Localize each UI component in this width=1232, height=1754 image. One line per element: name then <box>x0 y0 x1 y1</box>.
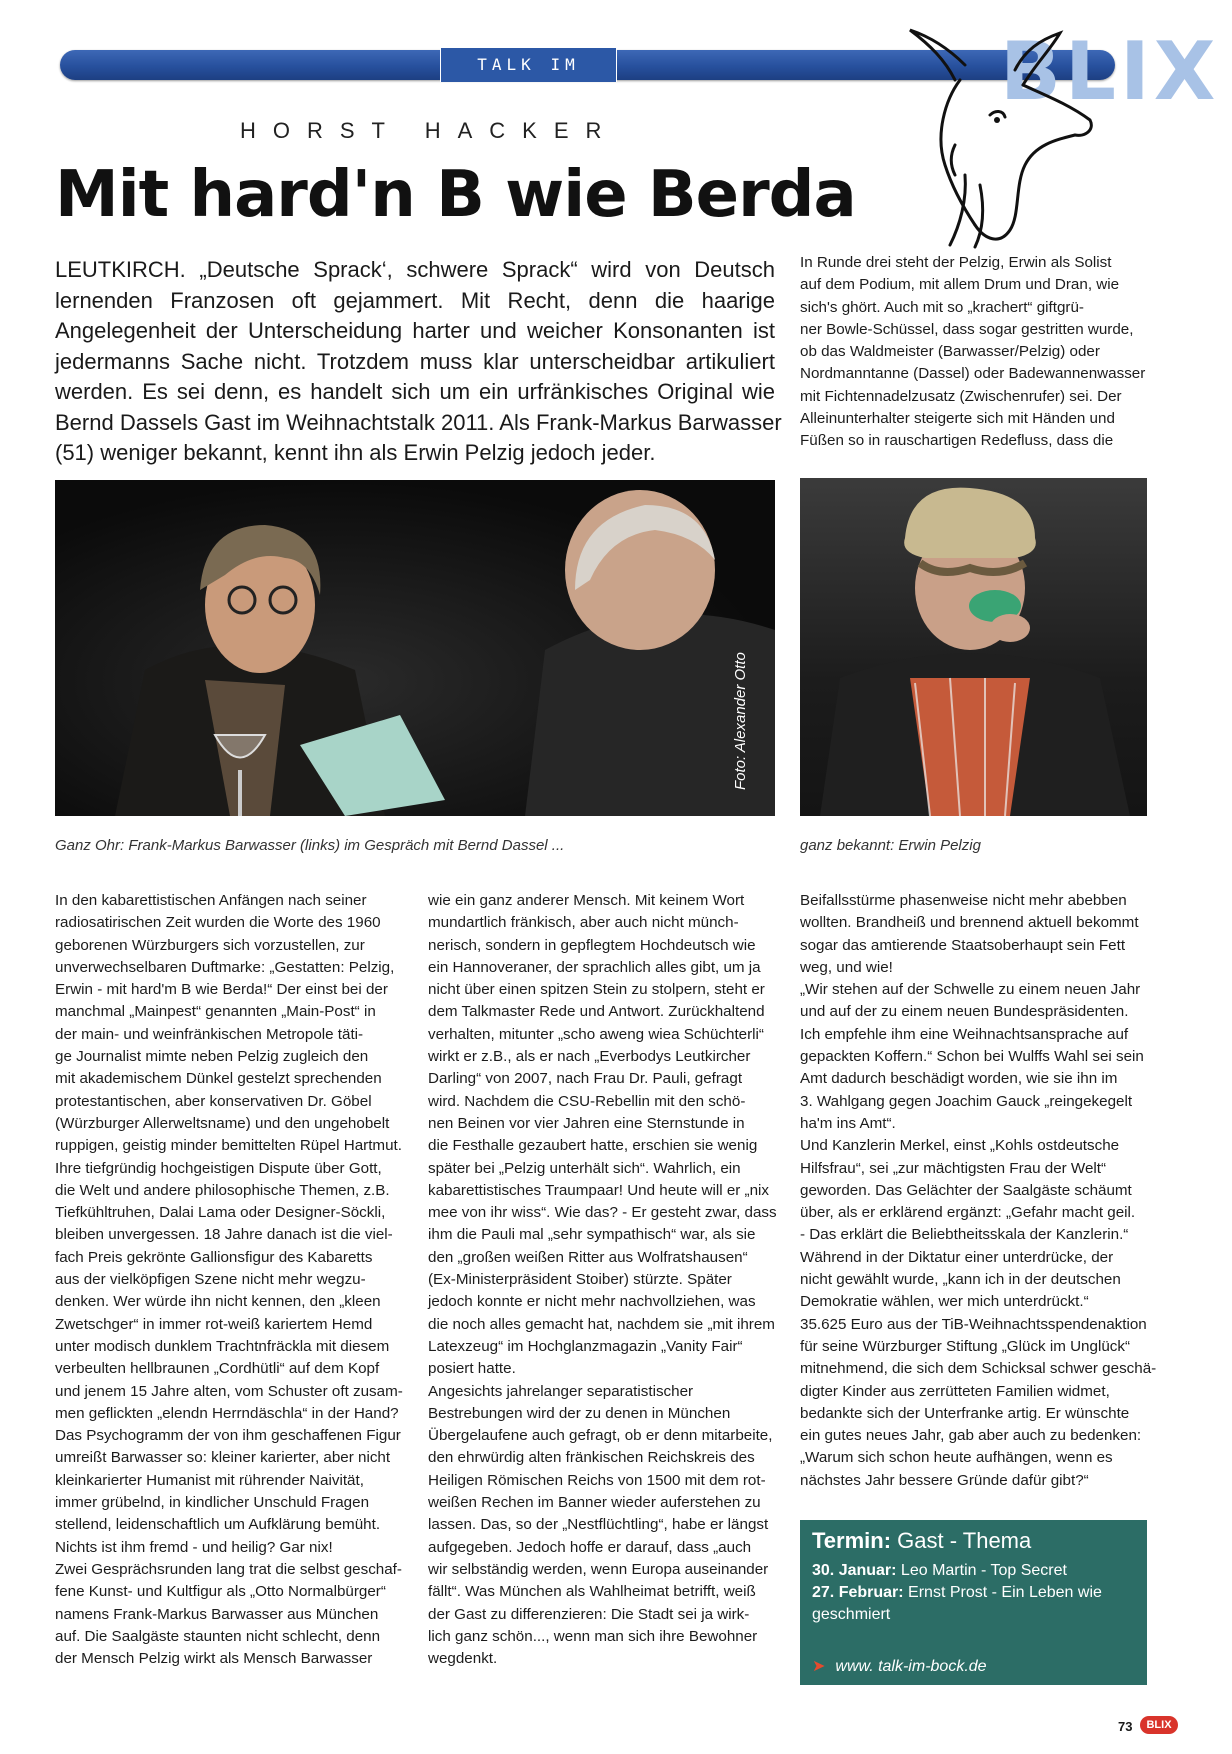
text-line: bedankte sich der Unterfranke artig. Er wünschte <box>800 1404 1130 1422</box>
text-line: wird. Nachdem die CSU-Rebellin mit den schö- <box>428 1092 746 1110</box>
arrow-right-icon: ➤ <box>812 1658 826 1675</box>
text-line: fach Preis gekrönte Gallionsfigur des Kabaretts <box>55 1248 373 1266</box>
text-line: protestantischen, aber konservativen Dr. Göbel <box>55 1092 372 1110</box>
photo-pelzig-illustration <box>800 478 1147 816</box>
text-line: der main- und weinfränkischen Metropole täti- <box>55 1025 364 1043</box>
text-line: Erwin - mit hard'm B wie Berda!“ Der einst bei der <box>55 981 388 999</box>
text-line: sich's ghört. Auch mit so „krachert“ giftgrü- <box>800 298 1084 316</box>
text-line: nächstes Jahr bessere Gründe dafür gibt?“ <box>800 1471 1089 1489</box>
body-column-2 <box>428 890 778 1670</box>
text-line: Beifallsstürme phasenweise nicht mehr abebben <box>800 892 1127 909</box>
text-line: „Wir stehen auf der Schwelle zu einem neuen Jahr <box>800 981 1141 999</box>
photo-interview-illustration <box>55 480 775 816</box>
text-line: lich ganz schön..., wenn man sich ihre Bewohner <box>428 1627 758 1645</box>
text-line: Übergelaufene auch gefragt, ob er denn mitarbeite, <box>428 1427 773 1445</box>
text-line: stellend, leidenschaftlich um Aufklärung bemüht. <box>55 1516 381 1534</box>
text-line: Ich empfehle ihm eine Weihnachtsansprache auf <box>800 1025 1129 1043</box>
text-line: Demokratie wählen, wer mich unterdrückt.“ <box>800 1293 1089 1311</box>
text-line: 35.625 Euro aus der TiB-Weihnachtsspendenaktion <box>800 1315 1147 1333</box>
text-line: aus der vielköpfigen Szene nicht mehr wegzu- <box>55 1271 366 1289</box>
text-line: Nordmanntanne (Dassel) oder Badewannenwasser <box>800 365 1146 383</box>
termin-text: Ernst Prost - Ein Leben wie geschmiert <box>812 1584 1102 1623</box>
text-line: ein Hannoveraner, der sprachlich alles gibt, um ja <box>428 958 761 976</box>
text-line: „Warum sich schon heute aufhängen, wenn es <box>800 1449 1113 1467</box>
text-line: nen Beinen vor vier Jahren eine Sternstunde in <box>428 1114 745 1132</box>
text-line: mundartlich fränkisch, aber auch nicht münch- <box>428 914 739 932</box>
text-line: und auf der zu einem neuen Bundespräsidenten. <box>800 1003 1129 1021</box>
text-line: lassen. Das, so der „Nestflüchtling“, habe er längst <box>428 1516 769 1534</box>
text-line: Zwetschger“ in immer rot-weiß kariertem Hemd <box>55 1315 373 1333</box>
text-line: In Runde drei steht der Pelzig, Erwin als Solist <box>800 254 1112 271</box>
website-link-text: www. talk-im-bock.de <box>835 1658 987 1675</box>
photo-credit: Foto: Alexander Otto <box>732 652 749 790</box>
text-line: Zwei Gesprächsrunden lang trat die selbst geschaf- <box>55 1560 402 1578</box>
text-line: denken. Wer würde ihn nicht kennen, den „kleen <box>55 1293 381 1311</box>
text-line: wie ein ganz anderer Mensch. Mit keinem Wort <box>428 892 745 909</box>
text-line: wollten. Brandheiß und brennend aktuell bekommt <box>800 914 1139 932</box>
text-line: - Das erklärt die Beliebtheitsskala der Kanzlerin.“ <box>800 1226 1129 1244</box>
text-line: Füßen so in rauschartigen Redefluss, dass die <box>800 432 1114 450</box>
lead-paragraph <box>55 255 782 469</box>
lead-line: werden. Es sei denn, es handelt sich um ein urfränkisches Original wie <box>55 379 775 404</box>
text-line: umreißt Barwasser so: kleiner karierter, aber nicht <box>55 1449 391 1467</box>
lead-line: Angelegenheit der Unterscheidung harter und weicher Konsonanten ist <box>55 318 775 343</box>
text-line: Tiefkühltruhen, Dalai Lama oder Designer-Söckli, <box>55 1204 386 1222</box>
text-line: kabarettistisches Traumpaar! Und heute will er „nix <box>428 1181 770 1199</box>
text-line: verhalten, mitunter „scho aweng wiea Schüchterli“ <box>428 1025 764 1043</box>
lead-line: (51) weniger bekannt, kennt ihn als Erwin Pelzig jedoch jeder. <box>55 440 656 465</box>
text-line: gepackten Koffern.“ Schon bei Wulffs Wahl sei sein <box>800 1048 1144 1066</box>
photo-pelzig <box>800 478 1147 816</box>
text-line: geworden. Das Gelächter der Saalgäste schäumt <box>800 1181 1132 1199</box>
text-line: Bestrebungen wird der zu denen in München <box>428 1404 731 1422</box>
text-line: nicht über einen spitzen Stein zu stolpern, steht er <box>428 981 765 999</box>
text-line: weg, und wie! <box>800 958 893 976</box>
text-line: über, als er erklärend ergänzt: „Gefahr macht geil. <box>800 1204 1136 1222</box>
termin-label: Termin: <box>812 1528 892 1553</box>
text-line: nicht gewählt wurde, „kann ich in der deutschen <box>800 1271 1121 1289</box>
text-line: ihm die Pauli mal „sehr sympathisch“ war, als sie <box>428 1226 756 1244</box>
text-line: die Welt und andere philosophische Themen, z.B. <box>55 1181 390 1199</box>
text-line: posiert hatte. <box>428 1360 516 1378</box>
text-line: ein gutes neues Jahr, gab aber auch zu bedenken: <box>800 1427 1142 1445</box>
text-line: Ihre tiefgründig hochgeistigen Dispute über Gott, <box>55 1159 382 1177</box>
text-line: ob das Waldmeister (Barwasser/Pelzig) oder <box>800 343 1100 361</box>
text-line: der Gast zu differenzieren: Die Stadt sei ja wirk- <box>428 1605 750 1623</box>
lead-line: LEUTKIRCH. „Deutsche Sprack‘, schwere Sprack“ wird von Deutsch <box>55 257 775 282</box>
text-line: digter Kinder aus zerrütteten Familien widmet, <box>800 1382 1110 1400</box>
text-line: Darling“ von 2007, nach Frau Dr. Pauli, gefragt <box>428 1070 743 1088</box>
text-line: Das Psychogramm der von ihm geschaffenen Figur <box>55 1427 401 1445</box>
text-line: jedoch konnte er nicht mehr nachvollziehen, was <box>428 1293 756 1311</box>
text-line: auf dem Podium, mit allem Drum und Dran, wie <box>800 276 1120 294</box>
text-line: Heiligen Römischen Reichs von 1500 mit dem rot- <box>428 1471 766 1489</box>
text-line: später bei „Pelzig unterhält sich“. Wahrlich, ein <box>428 1159 741 1177</box>
text-line: 3. Wahlgang gegen Joachim Gauck „reingekegelt <box>800 1092 1133 1110</box>
text-line: (Würzburger Allerweltsname) und den ungehobelt <box>55 1114 390 1132</box>
text-line: fene Kunst- und Kultfigur als „Otto Normalbürger“ <box>55 1583 386 1601</box>
text-line: (Ex-Ministerpräsident Stoiber) stürzte. Später <box>428 1271 732 1289</box>
article-headline: Mit hard'n B wie Berda <box>55 158 856 232</box>
text-line: den „großen weißen Ritter aus Wolfratshausen“ <box>428 1248 748 1266</box>
text-line: aufgegeben. Jedoch hoffe er darauf, dass „auch <box>428 1538 752 1556</box>
text-line: wegdenkt. <box>428 1650 498 1668</box>
text-line: kleinkarierter Humanist mit rührender Naivität, <box>55 1471 364 1489</box>
website-link[interactable] <box>812 1656 987 1676</box>
text-line: nerisch, sondern in gepflegtem Hochdeutsch wie <box>428 936 756 954</box>
termin-date: 27. Februar: <box>812 1584 904 1601</box>
text-line: Nichts ist ihm fremd - und heilig? Gar nix! <box>55 1538 333 1556</box>
text-line: auf. Die Saalgäste staunten nicht schlecht, denn <box>55 1627 381 1645</box>
text-line: namens Frank-Markus Barwasser aus München <box>55 1605 379 1623</box>
text-line: Während in der Diktatur einer unterdrücke, der <box>800 1248 1114 1266</box>
text-line: Angesichts jahrelanger separatistischer <box>428 1382 694 1400</box>
photo-interview <box>55 480 775 816</box>
text-line: mee von ihr wiss“. Wie das? - Er gesteht zwar, dass <box>428 1204 777 1222</box>
side-intro-text <box>800 252 1150 453</box>
footer-blix-logo: BLIX <box>1140 1716 1178 1734</box>
termin-title <box>812 1528 1031 1554</box>
caption-side: ganz bekannt: Erwin Pelzig <box>800 837 981 854</box>
text-line: der Mensch Pelzig wirkt als Mensch Barwasser <box>55 1650 373 1668</box>
goat-illustration <box>905 25 1105 250</box>
text-line: bleiben unvergessen. 18 Jahre danach ist die viel- <box>55 1226 393 1244</box>
text-line: Alleinunterhalter steigerte sich mit Händen und <box>800 410 1115 428</box>
caption-main: Ganz Ohr: Frank-Markus Barwasser (links) im Gespräch mit Bernd Dassel ... <box>55 837 565 854</box>
text-line: manchmal „Mainpest“ genannten „Main-Post“ in <box>55 1003 376 1021</box>
author-byline: HORST HACKER <box>240 118 619 143</box>
lead-line: jedermanns Sache nicht. Trotzdem muss klar unterscheidbar artikuliert <box>55 348 775 374</box>
text-line: Amt dadurch beschädigt worden, wie sie ihn im <box>800 1070 1118 1088</box>
page-number: 73 <box>1118 1719 1133 1734</box>
text-line: geborenen Würzburgers sich vorzustellen, zur <box>55 936 365 954</box>
body-column-1 <box>55 890 405 1670</box>
text-line: mit Fichtennadelzusatz (Zwischenrufer) sei. Der <box>800 387 1122 405</box>
text-line: wir selbständig werden, wenn Europa auseinander <box>428 1560 769 1578</box>
text-line: men geflickten „elendn Herrndäschla“ in der Hand? <box>55 1404 399 1422</box>
text-line: für seine Würzburger Stiftung „Glück im Unglück“ <box>800 1337 1131 1355</box>
text-line: mit akademischem Dünkel gestelzt sprechenden <box>55 1070 382 1088</box>
section-label: TALK IM BOCK <box>440 48 617 82</box>
text-line: immer grübelnd, in kindlicher Unschuld Fragen <box>55 1494 370 1512</box>
termin-label-rest: Gast - Thema <box>891 1528 1032 1553</box>
text-line: wirkt er z.B., als er nach „Everbodys Leutkircher <box>428 1048 751 1066</box>
text-line: sogar das amtierende Staatsoberhaupt sein Fett <box>800 936 1126 954</box>
text-line: die noch alles gemacht hat, nachdem sie „mit ihrem <box>428 1315 775 1333</box>
lead-line: Bernd Dassels Gast im Weihnachtstalk 2011. Als Frank-Markus Barwasser <box>55 409 782 435</box>
text-line: Und Kanzlerin Merkel, einst „Kohls ostdeutsche <box>800 1137 1120 1155</box>
termin-event-1 <box>812 1560 1067 1582</box>
text-line: radiosatirischen Zeit wurden die Worte des 1960 <box>55 914 381 932</box>
text-line: In den kabarettistischen Anfängen nach seiner <box>55 892 367 909</box>
text-line: ha'm ins Amt“. <box>800 1114 896 1132</box>
termin-date: 30. Januar: <box>812 1562 897 1579</box>
body-column-3 <box>800 890 1157 1492</box>
text-line: ge Journalist mimte neben Pelzig zugleich den <box>55 1048 369 1066</box>
termin-box <box>800 1520 1147 1685</box>
text-line: dem Talkmaster Rede und Antwort. Zurückhaltend <box>428 1003 765 1021</box>
text-line: die Festhalle gezaubert hatte, erschien sie wenig <box>428 1137 758 1155</box>
text-line: Hilfsfrau“, sei „zur mächtigsten Frau der Welt“ <box>800 1159 1107 1177</box>
text-line: verbeulten hellbraunen „Cordhütli“ auf dem Kopf <box>55 1360 380 1378</box>
termin-event-2 <box>812 1582 1142 1626</box>
blix-logo: BLIX <box>1000 25 1220 118</box>
text-line: ner Bowle-Schüssel, dass sogar gestritten wurde, <box>800 320 1134 338</box>
text-line: unverwechselbaren Duftmarke: „Gestatten: Pelzig, <box>55 958 395 976</box>
termin-text: Leo Martin - Top Secret <box>896 1562 1067 1579</box>
text-line: Latexzeug“ im Hochglanzmagazin „Vanity Fair“ <box>428 1337 743 1355</box>
text-line: den ehrwürdig alten fränkischen Reichskreis des <box>428 1449 755 1467</box>
text-line: fällt“. Was München als Wahlheimat betrifft, weiß <box>428 1583 756 1601</box>
text-line: ruppigen, geistig minder bemittelten Rüpel Hartmut. <box>55 1137 402 1155</box>
text-line: mitnehmend, die sich dem Schicksal schwer geschä- <box>800 1360 1157 1378</box>
lead-line: lernenden Franzosen oft gejammert. Mit Recht, denn die haarige <box>55 287 775 313</box>
text-line: weißen Rechen im Banner wieder auferstehen zu <box>428 1494 761 1512</box>
text-line: und jenem 15 Jahre alten, vom Schuster oft zusam- <box>55 1382 403 1400</box>
text-line: unter modisch dunklem Trachtnfräckla mit diesem <box>55 1337 390 1355</box>
